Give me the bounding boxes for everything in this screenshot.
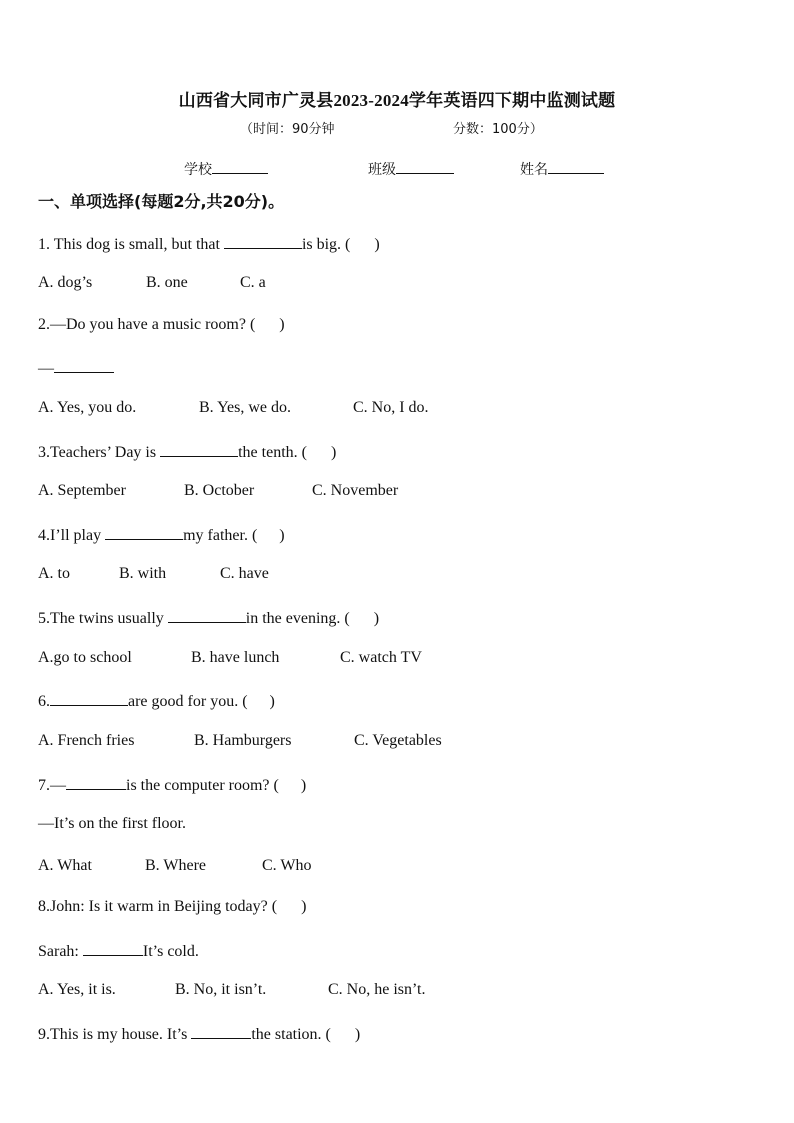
answer-blank	[224, 233, 302, 249]
question-text: are good for you. (	[128, 693, 248, 710]
exam-title: 山西省大同市广灵县2023-2024学年英语四下期中监测试题	[178, 91, 616, 110]
school-field	[184, 159, 268, 179]
options-5	[38, 649, 422, 667]
paren-close: )	[300, 777, 307, 794]
question-text: the tenth. (	[238, 444, 307, 461]
question-9	[38, 1023, 360, 1044]
paren-close: )	[279, 316, 285, 333]
question-text: 5.The twins usually	[38, 610, 168, 627]
reply-8	[38, 940, 199, 961]
options-4	[38, 565, 269, 583]
option-c: C. Vegetables	[354, 732, 442, 749]
option-a: A. dog’s	[38, 274, 93, 291]
answer-blank	[66, 774, 126, 790]
option-c: C. November	[312, 482, 399, 499]
answer-blank	[50, 690, 128, 706]
question-text: 2.—Do you have a music room? (	[38, 316, 256, 333]
option-c: C. Who	[262, 857, 312, 874]
paren-close: )	[373, 610, 380, 627]
school-blank	[212, 159, 268, 174]
reply-7: —It’s on the first floor.	[38, 815, 186, 832]
option-a: A. to	[38, 565, 70, 582]
answer-blank	[160, 441, 238, 457]
paren-close: )	[330, 444, 337, 461]
question-6	[38, 690, 275, 711]
paren-close: )	[301, 898, 307, 915]
question-text: is big. (	[301, 236, 351, 253]
question-4	[38, 524, 285, 545]
answer-blank	[83, 940, 143, 956]
option-b: B. Yes, we do.	[199, 399, 292, 416]
option-a: A. Yes, you do.	[38, 399, 137, 416]
class-label: 班级	[368, 162, 396, 178]
reply-speaker: Sarah:	[38, 943, 83, 960]
options-2	[38, 399, 429, 417]
question-2	[38, 316, 285, 334]
exam-time: （时间：90分钟	[240, 122, 335, 137]
answer-blank	[105, 524, 183, 540]
paren-close: )	[354, 1026, 361, 1043]
reply-text: It’s cold.	[142, 943, 199, 960]
option-b: B. one	[146, 274, 188, 291]
option-c: C. a	[240, 274, 266, 291]
options-1	[38, 274, 266, 292]
question-3	[38, 441, 336, 462]
class-field	[368, 159, 454, 179]
question-text: 3.Teachers’ Day is	[38, 444, 161, 461]
reply-2	[38, 357, 114, 378]
question-text: 1. This dog is small, but that	[38, 236, 224, 253]
options-8	[38, 981, 425, 999]
question-text: is the computer room? (	[126, 777, 279, 794]
option-b: B. No, it isn’t.	[175, 981, 267, 998]
paren-close: )	[279, 527, 285, 544]
question-text: 9.This is my house. It’s	[38, 1026, 192, 1043]
options-6	[38, 732, 442, 750]
option-c: C. No, I do.	[353, 399, 429, 416]
option-b: B. Hamburgers	[194, 732, 292, 749]
option-b: B. October	[184, 482, 255, 499]
question-1	[38, 233, 380, 254]
question-text: 7.—	[38, 777, 66, 794]
paren-close: )	[374, 236, 380, 253]
option-b: B. with	[119, 565, 167, 582]
class-blank	[396, 159, 454, 174]
question-text: 8.John: Is it warm in Beijing today? (	[38, 898, 278, 915]
question-8	[38, 898, 306, 916]
question-text: in the evening. (	[245, 610, 350, 627]
options-7	[38, 857, 311, 875]
option-c: C. have	[220, 565, 269, 582]
option-c: C. No, he isn’t.	[328, 981, 426, 998]
option-a: A. What	[38, 857, 92, 874]
option-a: A. September	[38, 482, 126, 499]
question-text: my father. (	[183, 527, 258, 544]
question-text: 6.	[38, 693, 50, 710]
paren-close: )	[269, 693, 275, 710]
option-b: B. Where	[145, 857, 207, 874]
answer-blank	[168, 607, 246, 623]
option-a: A. Yes, it is.	[38, 981, 116, 998]
option-b: B. have lunch	[191, 649, 280, 666]
question-5	[38, 607, 379, 628]
school-label: 学校	[184, 162, 212, 178]
question-text: the station. (	[251, 1026, 331, 1043]
option-a: A. French fries	[38, 732, 135, 749]
reply-dash: —	[38, 360, 54, 377]
name-blank	[548, 159, 604, 174]
name-field	[520, 159, 604, 179]
name-label: 姓名	[520, 162, 548, 178]
option-c: C. watch TV	[340, 649, 422, 666]
exam-score: 分数：100分）	[453, 122, 543, 137]
answer-blank	[191, 1023, 251, 1039]
question-text: 4.I’ll play	[38, 527, 106, 544]
options-3	[38, 482, 398, 500]
option-a: A.go to school	[38, 649, 132, 666]
answer-blank	[54, 357, 114, 373]
question-7	[38, 774, 306, 795]
section-heading: 一、单项选择(每题2分,共20分)。	[38, 192, 285, 211]
